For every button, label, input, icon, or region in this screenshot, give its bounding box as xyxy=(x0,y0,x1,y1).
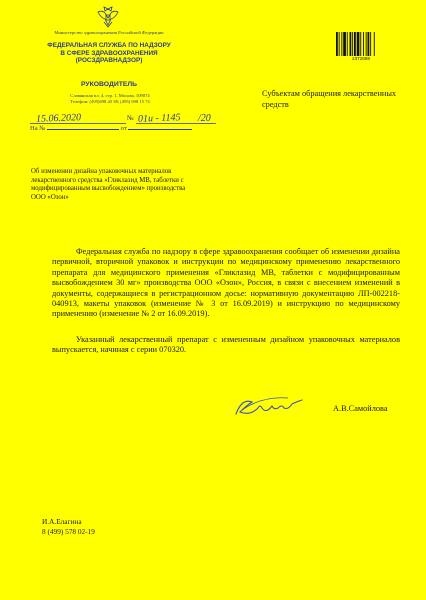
signer-name: А.В.Самойлова xyxy=(333,404,388,413)
service-line: ФЕДЕРАЛЬНАЯ СЛУЖБА ПО НАДЗОРУ xyxy=(47,42,171,49)
service-line: (РОСЗДРАВНАДЗОР) xyxy=(75,57,143,65)
barcode-bar xyxy=(368,32,370,56)
barcode-bar xyxy=(341,32,342,56)
barcode-bar xyxy=(339,32,340,56)
barcode-bar xyxy=(343,32,346,56)
addressee: Субъектам обращения лекарственных средств xyxy=(262,89,397,109)
barcode-bar xyxy=(374,32,375,56)
handwritten-signature xyxy=(232,392,308,422)
barcode-bar xyxy=(370,32,371,56)
service-name xyxy=(40,42,178,65)
ref-number-field xyxy=(47,129,119,130)
barcode xyxy=(336,32,386,56)
barcode-bar xyxy=(336,32,338,56)
ref-from-label: от xyxy=(120,125,127,132)
body-paragraph: Указанный лекарственный препарат с измененным дизайном упаковочных материалов выпускается, начиная с серии 070320. xyxy=(52,335,400,355)
executor-name: И.А.Елагина xyxy=(42,517,82,526)
letter-subject: Об изменении дизайна упаковочных материалов лекарственного средства «Гликлазид МВ, таблетки с модифицированным высвобождением» производства ООО «Озон» xyxy=(31,168,186,201)
barcode-bar xyxy=(360,32,361,56)
coat-of-arms-icon xyxy=(95,6,121,28)
reference-line xyxy=(30,125,216,132)
ref-label: На № xyxy=(30,125,46,132)
address-line: Славянская пл. 4, стр. 1, Москва, 109074 xyxy=(70,93,150,98)
barcode-bar xyxy=(357,32,360,56)
body-paragraph: Федеральная служба по надзору в сфере здравоохранения сообщает об изменении дизайна первичной, вторичной упаковок и инструкции по медицинскому применению лекарственного препарата для медицинского применения «Гликлазид МВ, таблетки с модифицированным высвобождением 30 мг» производства ООО «Озон», Россия, в связи с внесением изменений в документы, содержащиеся в регистрационном досье: нормативную документацию ЛП-002218-040913, макеты упаковок (изменение № 3 от 16.09.2019) и инструкцию по медицинскому применению (изменение № 2 от 16.09.2019). xyxy=(52,247,400,319)
executor-phone: 8 (499) 578 02-19 xyxy=(42,526,95,536)
barcode-bar xyxy=(354,32,356,56)
number-suffix: /20 xyxy=(198,113,211,124)
barcode-number: 2372889 xyxy=(352,56,370,61)
ref-date-field xyxy=(128,129,192,130)
head-title: РУКОВОДИТЕЛЬ xyxy=(80,81,138,88)
barcode-bar xyxy=(363,32,364,56)
barcode-bar xyxy=(352,32,353,56)
number-label: № xyxy=(127,114,134,122)
date-handwritten: 15.06.2020 xyxy=(35,112,82,125)
barcode-bar xyxy=(347,32,348,56)
barcode-bar xyxy=(350,32,352,56)
barcode-bar xyxy=(366,32,367,56)
service-line: В СФЕРЕ ЗДРАВООХРАНЕНИЯ xyxy=(60,49,158,57)
letterhead-address xyxy=(40,93,180,104)
ministry-name: Министерство здравоохранения Российской Федерации xyxy=(54,30,164,35)
executor-info xyxy=(42,517,95,536)
address-line: Телефон: (495)698 45 38; (495) 698 15 74 xyxy=(70,98,150,104)
number-handwritten: 01u - 1145 xyxy=(137,112,181,125)
